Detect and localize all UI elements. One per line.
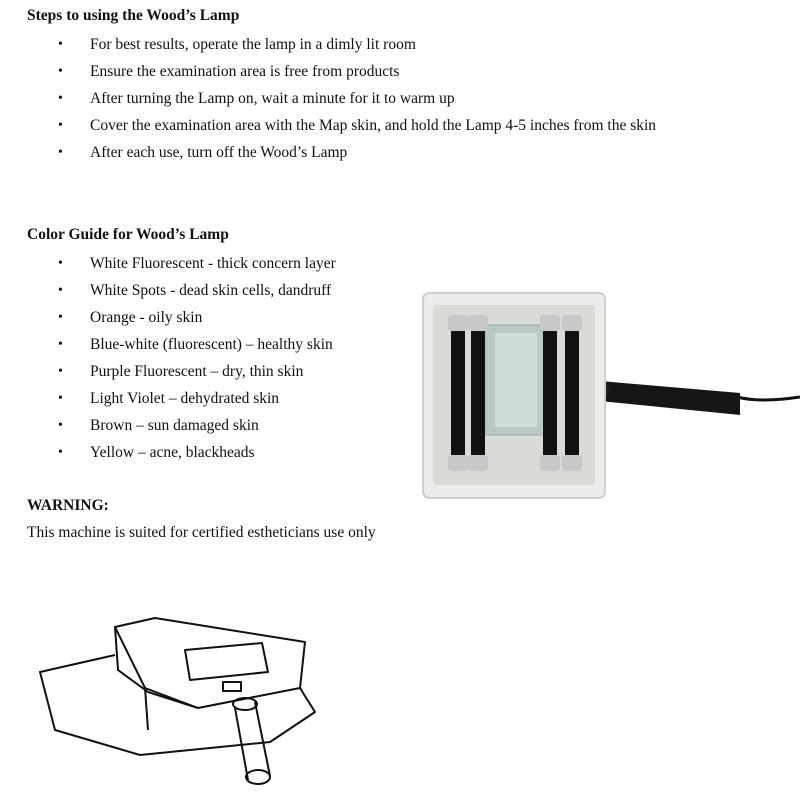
warning-heading: WARNING: [27, 497, 109, 514]
list-item: • Brown – sun damaged skin [0, 416, 336, 443]
uv-tube [448, 315, 468, 471]
list-item: • Purple Fluorescent – dry, thin skin [0, 362, 336, 389]
uv-tube [540, 315, 560, 471]
color-guide-list [0, 254, 336, 470]
color-guide-heading: Color Guide for Wood’s Lamp [27, 226, 229, 243]
list-item: • Cover the examination area with the Map skin, and hold the Lamp 4-5 inches from the skin [0, 116, 656, 143]
woods-lamp-line-drawing [30, 580, 350, 795]
list-item: • White Fluorescent - thick concern layer [0, 254, 336, 281]
uv-tube [562, 315, 582, 471]
list-item: • Blue-white (fluorescent) – healthy skin [0, 335, 336, 362]
list-item: • Yellow – acne, blackheads [0, 443, 336, 470]
list-item: • White Spots - dead skin cells, dandruff [0, 281, 336, 308]
steps-heading: Steps to using the Wood’s Lamp [27, 7, 240, 24]
list-item: • Orange - oily skin [0, 308, 336, 335]
steps-list [0, 35, 656, 170]
warning-text: This machine is suited for certified estheticians use only [27, 524, 376, 541]
list-item: • For best results, operate the lamp in a dimly lit room [0, 35, 656, 62]
list-item: • After turning the Lamp on, wait a minute for it to warm up [0, 89, 656, 116]
list-item: • Light Violet – dehydrated skin [0, 389, 336, 416]
list-item: • After each use, turn off the Wood’s Lamp [0, 143, 656, 170]
uv-tube [468, 315, 488, 471]
list-item: • Ensure the examination area is free from products [0, 62, 656, 89]
woods-lamp-photo [415, 285, 800, 505]
